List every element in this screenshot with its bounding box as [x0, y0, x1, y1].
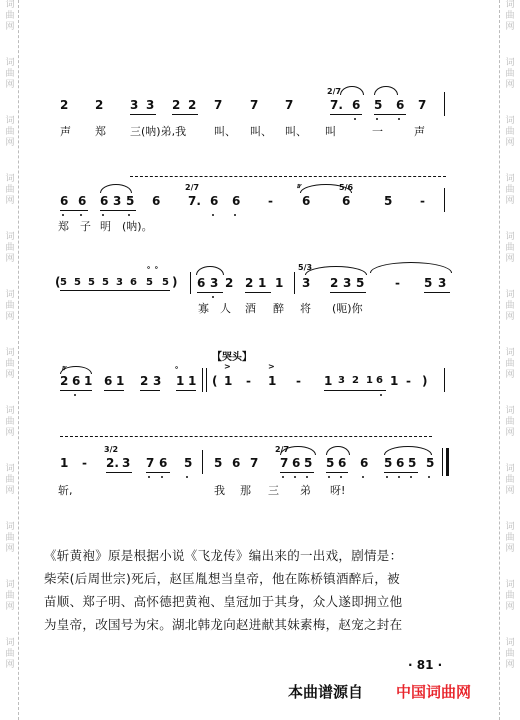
note: 7: [250, 98, 259, 112]
note: 1: [188, 374, 197, 388]
underline: [60, 290, 170, 291]
underline: [106, 472, 132, 473]
underline: [60, 390, 92, 391]
low-dot: [186, 476, 188, 478]
low-dot: [161, 476, 163, 478]
grace-note: 2/7: [327, 87, 342, 96]
underline: [130, 114, 156, 115]
note: 2: [95, 98, 104, 112]
watermark-text: 词曲网: [505, 0, 515, 32]
low-dot: [282, 476, 284, 478]
low-dot: [294, 476, 296, 478]
watermark-text: 词曲网: [5, 522, 15, 554]
slur: [60, 363, 92, 374]
note: 2: [140, 374, 149, 388]
underline: [60, 210, 88, 211]
note: 1: [366, 375, 373, 386]
note: 7: [280, 456, 289, 470]
note: 6: [152, 194, 161, 208]
watermark-text: 词曲网: [5, 290, 15, 322]
grace-note: 5/3: [298, 263, 313, 272]
note: 6: [72, 374, 81, 388]
note: 5: [426, 456, 435, 470]
note: 2: [352, 375, 359, 386]
barline: [444, 92, 445, 116]
note: 5: [162, 277, 169, 288]
note: 6: [232, 456, 241, 470]
note: 5: [304, 456, 313, 470]
lyric: 酒: [245, 302, 256, 315]
ornament: ∘: [174, 363, 180, 372]
note: 6: [396, 456, 405, 470]
low-dot: [354, 118, 356, 120]
watermark-right: [503, 0, 517, 720]
note: 6: [210, 194, 219, 208]
underline: [197, 292, 223, 293]
underline: [330, 292, 366, 293]
low-dot: [340, 476, 342, 478]
note: 2: [172, 98, 181, 112]
note: -: [268, 194, 273, 208]
lyric: 人: [220, 302, 231, 315]
note: 6: [60, 194, 69, 208]
accent-mark: >: [268, 362, 275, 371]
note: 5: [384, 456, 393, 470]
ornament: ∘ ∘: [146, 263, 159, 272]
note: 6: [338, 456, 347, 470]
note: 2: [225, 276, 234, 290]
accent-mark: >: [224, 362, 231, 371]
note: -: [246, 374, 251, 388]
underline: [146, 472, 170, 473]
slur: [196, 266, 224, 275]
note: 5: [326, 456, 335, 470]
watermark-text: 词曲网: [5, 348, 15, 380]
note: 3: [302, 276, 311, 290]
watermark-text: 词曲网: [5, 580, 15, 612]
low-dot: [362, 476, 364, 478]
note: 1: [275, 276, 284, 290]
low-dot: [398, 476, 400, 478]
slur: [326, 446, 350, 455]
watermark-text: 词曲网: [5, 638, 15, 670]
watermark-text: 词曲网: [5, 0, 15, 32]
lyric: 声: [414, 125, 425, 138]
barline: [206, 368, 207, 392]
underline: [104, 390, 124, 391]
watermark-text: 词曲网: [505, 638, 515, 670]
margin-rule-left: [18, 0, 19, 720]
lyric: 三(呐)弟,我: [130, 125, 187, 138]
watermark-text: 词曲网: [505, 174, 515, 206]
low-dot: [62, 214, 64, 216]
watermark-text: 词曲网: [505, 464, 515, 496]
note: 3: [210, 276, 219, 290]
paragraph-line: 《斩黄袍》原是根据小说《飞龙传》编出来的一出戏，剧情是：: [44, 548, 403, 563]
note: 2: [60, 374, 69, 388]
note: 7: [146, 456, 155, 470]
lyric: 声: [60, 125, 71, 138]
note: 5: [424, 276, 433, 290]
note: 7: [250, 456, 259, 470]
note: 1: [324, 374, 333, 388]
note: 6: [197, 276, 206, 290]
underline: [330, 114, 362, 115]
note: 2: [245, 276, 254, 290]
note: 2.: [106, 456, 119, 470]
footer-site-name[interactable]: 中国词曲网: [396, 683, 472, 701]
note: 5: [60, 277, 67, 288]
phrase-line: [130, 176, 446, 178]
note: 1: [116, 374, 125, 388]
body-paragraph: [44, 544, 464, 636]
watermark-left: [3, 0, 17, 720]
barline: [294, 272, 295, 294]
lyric: 叫、: [250, 125, 272, 138]
lyric: 子: [80, 220, 91, 233]
grace-note: 3/2: [104, 445, 119, 454]
note: 3: [122, 456, 131, 470]
note: 5: [102, 277, 109, 288]
note: 3: [343, 276, 352, 290]
note: 6: [342, 194, 351, 208]
underline: [324, 390, 386, 391]
note: 6: [130, 277, 137, 288]
paren-close: ): [172, 275, 178, 289]
lyric: 寡: [198, 302, 209, 315]
note: 6: [292, 456, 301, 470]
footer-source-label: 本曲谱源自: [288, 683, 364, 701]
note: 1: [224, 374, 233, 388]
note: 6: [100, 194, 109, 208]
lyric: 郑: [95, 125, 106, 138]
trill-mark: 𝆖: [297, 181, 302, 190]
lyric: 叫、: [285, 125, 307, 138]
grace-note: 2/7: [275, 445, 290, 454]
note: 6: [104, 374, 113, 388]
note: 3: [116, 277, 123, 288]
note: 5: [356, 276, 365, 290]
underline: [374, 114, 406, 115]
note: 5: [126, 194, 135, 208]
underline: [280, 472, 314, 473]
lyric: (呃)你: [332, 302, 363, 315]
note: 5: [146, 277, 153, 288]
low-dot: [102, 214, 104, 216]
note: 7: [285, 98, 294, 112]
note: 6: [78, 194, 87, 208]
note: 6: [232, 194, 241, 208]
low-dot: [306, 476, 308, 478]
paragraph-line: 柴荣(后周世宗)死后，赵匡胤想当皇帝，他在陈桥镇酒醉后，被: [44, 571, 400, 586]
low-dot: [376, 118, 378, 120]
watermark-text: 词曲网: [505, 232, 515, 264]
phrase-line: [60, 436, 432, 438]
slur: [374, 86, 398, 95]
low-dot: [80, 214, 82, 216]
note: 1: [258, 276, 267, 290]
paragraph-line: 苗顺、郑子明、高怀德把黄袍、皇冠加于其身，众人遂即拥立他: [44, 594, 403, 609]
watermark-text: 词曲网: [5, 464, 15, 496]
watermark-text: 词曲网: [505, 522, 515, 554]
note: 1: [60, 456, 69, 470]
lyric: 醉: [273, 302, 284, 315]
note: 1: [176, 374, 185, 388]
note: -: [82, 456, 87, 470]
note: 7.: [188, 194, 201, 208]
underline: [100, 210, 136, 211]
lyric: 叫、: [214, 125, 236, 138]
watermark-text: 词曲网: [5, 174, 15, 206]
underline: [326, 472, 348, 473]
note: 1: [390, 374, 399, 388]
paren-close: ): [422, 374, 428, 388]
note: 6: [396, 98, 405, 112]
low-dot: [148, 476, 150, 478]
note: 5: [88, 277, 95, 288]
lyric: 三: [268, 484, 279, 497]
low-dot: [398, 118, 400, 120]
underline: [176, 390, 196, 391]
slur: [305, 266, 367, 275]
lyric: 那: [240, 484, 251, 497]
margin-rule-right: [499, 0, 500, 720]
note: 5: [184, 456, 193, 470]
barline: [444, 368, 445, 392]
lyric: 斩,: [58, 484, 73, 497]
watermark-text: 词曲网: [505, 580, 515, 612]
paren-open: (: [55, 275, 61, 289]
note: 6: [352, 98, 361, 112]
lyric: 郑: [58, 220, 69, 233]
lyric: 明: [100, 220, 111, 233]
slur: [384, 446, 432, 455]
lyric: (呐)。: [122, 220, 153, 233]
note: -: [395, 276, 400, 290]
low-dot: [74, 394, 76, 396]
watermark-text: 词曲网: [5, 58, 15, 90]
watermark-text: 词曲网: [505, 116, 515, 148]
slur: [100, 184, 132, 193]
note: 3: [338, 375, 345, 386]
note: 5: [214, 456, 223, 470]
low-dot: [386, 476, 388, 478]
underline: [424, 292, 450, 293]
watermark-text: 词曲网: [505, 348, 515, 380]
paragraph-line: 为皇帝，改国号为宋。湖北韩龙向赵进献其妹素梅，赵宠之封在: [44, 617, 403, 632]
watermark-text: 词曲网: [505, 58, 515, 90]
trill-mark: 𝆖: [62, 363, 67, 372]
underline: [245, 292, 271, 293]
watermark-text: 词曲网: [505, 290, 515, 322]
page-number: · 81 ·: [408, 658, 443, 672]
note: 5: [74, 277, 81, 288]
note: 3: [113, 194, 122, 208]
low-dot: [128, 214, 130, 216]
note: 6: [159, 456, 168, 470]
low-dot: [212, 214, 214, 216]
watermark-text: 词曲网: [5, 232, 15, 264]
low-dot: [410, 476, 412, 478]
slur: [280, 446, 316, 455]
watermark-text: 词曲网: [505, 406, 515, 438]
watermark-text: 词曲网: [5, 406, 15, 438]
note: 3: [146, 98, 155, 112]
note: 1: [84, 374, 93, 388]
slur: [370, 262, 452, 273]
note: 1: [268, 374, 277, 388]
note: 7: [214, 98, 223, 112]
note: 2: [330, 276, 339, 290]
note: -: [296, 374, 301, 388]
note: 5: [384, 194, 393, 208]
note: -: [420, 194, 425, 208]
note: 5: [408, 456, 417, 470]
lyric: 我: [214, 484, 225, 497]
watermark-text: 词曲网: [5, 116, 15, 148]
paren-open: (: [212, 374, 218, 388]
final-barline: [446, 448, 449, 476]
barline: [444, 188, 445, 212]
underline: [140, 390, 160, 391]
barline: [190, 272, 191, 294]
lyric: 叫: [325, 125, 336, 138]
low-dot: [234, 214, 236, 216]
low-dot: [428, 476, 430, 478]
underline: [384, 472, 418, 473]
low-dot: [380, 394, 382, 396]
note: 3: [438, 276, 447, 290]
lyric: 将: [300, 302, 311, 315]
section-tag: 【哭头】: [212, 352, 252, 363]
grace-note: 5/6: [339, 183, 354, 192]
note: 6: [376, 375, 383, 386]
barline: [442, 448, 443, 476]
barline: [202, 450, 203, 474]
lyric: 弟: [300, 484, 311, 497]
note: 6: [302, 194, 311, 208]
note: -: [406, 374, 411, 388]
note: 6: [360, 456, 369, 470]
lyric: 呀!: [330, 484, 346, 497]
barline: [202, 368, 203, 392]
lyric: 一: [372, 125, 383, 138]
underline: [172, 114, 198, 115]
note: 5: [374, 98, 383, 112]
note: 2: [188, 98, 197, 112]
low-dot: [328, 476, 330, 478]
grace-note: 2/7: [185, 183, 200, 192]
low-dot: [212, 296, 214, 298]
note: 2: [60, 98, 69, 112]
slur: [340, 86, 364, 95]
note: 7.: [330, 98, 343, 112]
note: 3: [130, 98, 139, 112]
note: 3: [153, 374, 162, 388]
note: 7: [418, 98, 427, 112]
